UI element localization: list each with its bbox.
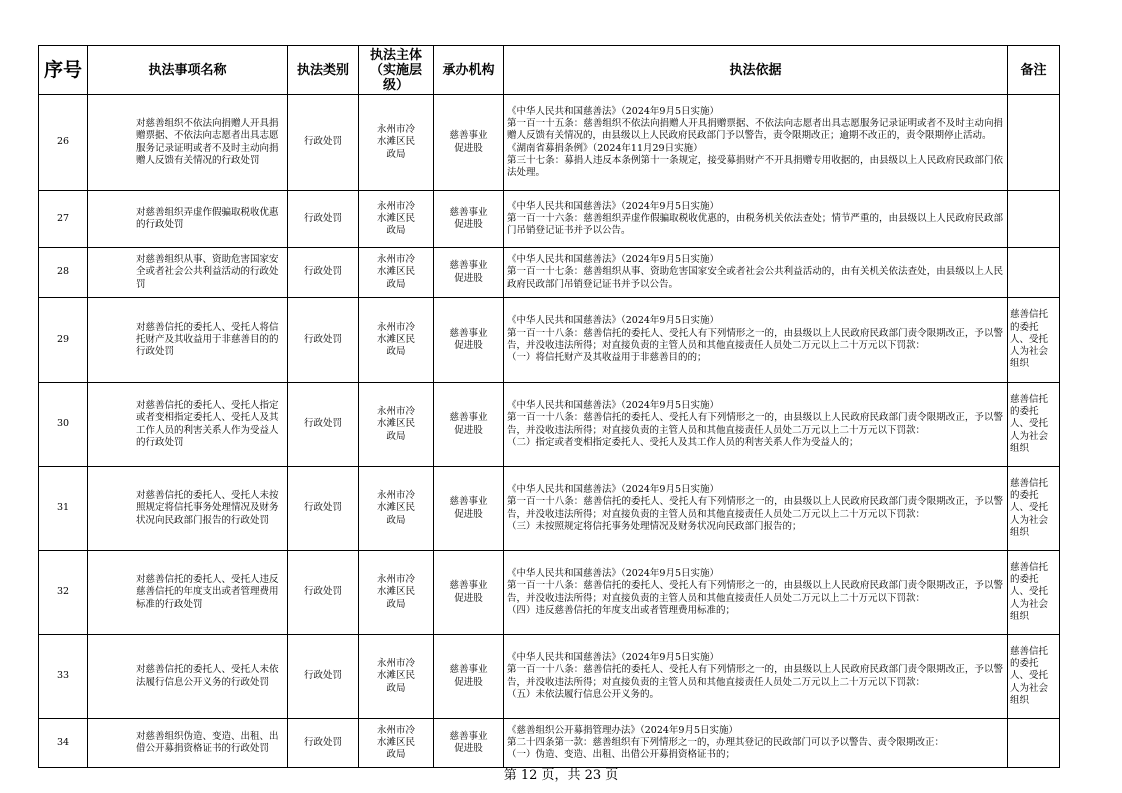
row-number: 27 (39, 191, 88, 248)
handling-org: 慈善事业促进股 (434, 719, 504, 768)
enforcement-type: 行政处罚 (288, 551, 359, 635)
remark: 慈善信托的委托人、受托人为社会组织 (1008, 635, 1060, 719)
item-name: 对慈善组织伪造、变造、出租、出借公开募捐资格证书的行政处罚 (88, 719, 288, 768)
legal-basis-line: （一）将信托财产及其收益用于非慈善目的的； (507, 352, 707, 364)
remark (1008, 191, 1060, 248)
handling-org: 慈善事业促进股 (434, 467, 504, 551)
handling-org: 慈善事业促进股 (434, 383, 504, 467)
header-note: 备注 (1008, 46, 1060, 95)
enforcement-subject: 永州市冷水滩区民政局 (359, 383, 434, 467)
table-header-row (39, 46, 1060, 95)
legal-basis-line: 第二十四条第一款：慈善组织有下列情形之一的，办理其登记的民政部门可以予以警告、责令限期改正： (507, 736, 945, 748)
legal-basis (504, 298, 1008, 383)
remark (1008, 95, 1060, 191)
remark: 慈善信托的委托人、受托人为社会组织 (1008, 551, 1060, 635)
legal-basis-line: 《中华人民共和国慈善法》（2024年9月5日实施） (507, 200, 720, 212)
enforcement-subject: 永州市冷水滩区民政局 (359, 635, 434, 719)
table-row (39, 191, 1060, 248)
legal-basis-line: 第一百一十五条：慈善组织不依法向捐赠人开具捐赠票据、不依法向志愿者出具志愿服务记录证明或者不及时主动向捐赠人反馈有关情况的，由县级以上人民政府民政部门予以警告，责令限期改正；逾期不改正的，责令限期停止活动。 (507, 117, 1003, 142)
legal-basis-line: 第一百一十八条：慈善信托的委托人、受托人有下列情形之一的，由县级以上人民政府民政部门责令限期改正，予以警告，并没收违法所得；对直接负责的主管人员和其他直接责任人员处二万元以上二十万元以下罚款： (507, 664, 1003, 688)
handling-org: 慈善事业促进股 (434, 95, 504, 191)
row-number: 29 (39, 298, 88, 383)
legal-basis (504, 383, 1008, 467)
legal-basis-line: 第一百一十八条：慈善信托的委托人、受托人有下列情形之一的，由县级以上人民政府民政部门责令限期改正，予以警告，并没收违法所得；对直接负责的主管人员和其他直接责任人员处二万元以上二十万元以下罚款： (507, 580, 1003, 604)
enforcement-type: 行政处罚 (288, 719, 359, 768)
enforcement-type: 行政处罚 (288, 298, 359, 383)
table-row (39, 298, 1060, 383)
legal-basis-line: （四）违反慈善信托的年度支出或者管理费用标准的； (507, 604, 736, 616)
enforcement-subject: 永州市冷水滩区民政局 (359, 298, 434, 383)
legal-basis-line: 《中华人民共和国慈善法》（2024年9月5日实施） (507, 483, 720, 495)
item-name: 对慈善信托的委托人、受托人未依法履行信息公开义务的行政处罚 (88, 635, 288, 719)
legal-basis (504, 719, 1008, 768)
row-number: 30 (39, 383, 88, 467)
header-basis: 执法依据 (504, 46, 1008, 95)
row-number: 31 (39, 467, 88, 551)
legal-basis-line: 《中华人民共和国慈善法》（2024年9月5日实施） (507, 399, 720, 411)
item-name: 对慈善组织从事、资助危害国家安全或者社会公共利益活动的行政处罚 (88, 248, 288, 298)
row-number: 28 (39, 248, 88, 298)
row-number: 26 (39, 95, 88, 191)
handling-org: 慈善事业促进股 (434, 248, 504, 298)
legal-basis-line: （三）未按照规定将信托事务处理情况及财务状况向民政部门报告的； (507, 520, 802, 532)
remark (1008, 248, 1060, 298)
enforcement-type: 行政处罚 (288, 191, 359, 248)
remark (1008, 719, 1060, 768)
table-row (39, 551, 1060, 635)
legal-basis (504, 551, 1008, 635)
legal-basis-line: 《中华人民共和国慈善法》（2024年9月5日实施） (507, 651, 720, 663)
table-row (39, 467, 1060, 551)
legal-basis (504, 635, 1008, 719)
legal-basis-line: 《中华人民共和国慈善法》（2024年9月5日实施） (507, 567, 720, 579)
table-row (39, 95, 1060, 191)
legal-basis-line: （一）伪造、变造、出租、出借公开募捐资格证书的； (507, 749, 736, 761)
legal-basis-line: 第一百一十八条：慈善信托的委托人、受托人有下列情形之一的，由县级以上人民政府民政部门责令限期改正，予以警告，并没收违法所得；对直接负责的主管人员和其他直接责任人员处二万元以上二十万元以下罚款： (507, 327, 1003, 351)
table-row (39, 383, 1060, 467)
enforcement-subject: 永州市冷水滩区民政局 (359, 95, 434, 191)
enforcement-type: 行政处罚 (288, 248, 359, 298)
handling-org: 慈善事业促进股 (434, 191, 504, 248)
legal-basis-line: 《中华人民共和国慈善法》（2024年9月5日实施） (507, 254, 720, 266)
legal-basis-line: 第三十七条：募捐人违反本条例第十一条规定，接受募捐财产不开具捐赠专用收据的，由县级以上人民政府民政部门依法处理。 (507, 154, 1003, 179)
handling-org: 慈善事业促进股 (434, 635, 504, 719)
legal-basis-line: 《中华人民共和国慈善法》（2024年9月5日实施） (507, 105, 720, 117)
item-name: 对慈善信托的委托人、受托人未按照规定将信托事务处理情况及财务状况向民政部门报告的行政处罚 (88, 467, 288, 551)
legal-basis-line: 《中华人民共和国慈善法》（2024年9月5日实施） (507, 315, 720, 327)
row-number: 33 (39, 635, 88, 719)
remark: 慈善信托的委托人、受托人为社会组织 (1008, 467, 1060, 551)
page-footer: 第 12 页，共 23 页 (503, 768, 619, 783)
enforcement-subject: 永州市冷水滩区民政局 (359, 719, 434, 768)
enforcement-table (38, 45, 1060, 768)
header-type: 执法类别 (288, 46, 359, 95)
enforcement-type: 行政处罚 (288, 383, 359, 467)
legal-basis-line: 《慈善组织公开募捐管理办法》（2024年9月5日实施） (507, 724, 739, 736)
row-number: 34 (39, 719, 88, 768)
legal-basis-line: 第一百一十七条：慈善组织从事、资助危害国家安全或者社会公共利益活动的，由有关机关依法查处，由县级以上人民政府民政部门吊销登记证书并予以公告。 (507, 266, 1003, 290)
header-subject: 执法主体（实施层级） (359, 46, 434, 95)
enforcement-subject: 永州市冷水滩区民政局 (359, 467, 434, 551)
item-name: 对慈善信托的委托人、受托人将信托财产及其收益用于非慈善目的的行政处罚 (88, 298, 288, 383)
legal-basis (504, 191, 1008, 248)
header-no: 序号 (39, 46, 88, 95)
item-name: 对慈善信托的委托人、受托人违反慈善信托的年度支出或者管理费用标准的行政处罚 (88, 551, 288, 635)
enforcement-type: 行政处罚 (288, 95, 359, 191)
item-name: 对慈善组织不依法向捐赠人开具捐赠票据、不依法向志愿者出具志愿服务记录证明或者不及时主动向捐赠人反馈有关情况的行政处罚 (88, 95, 288, 191)
legal-basis (504, 248, 1008, 298)
legal-basis (504, 467, 1008, 551)
legal-basis-line: （二）指定或者变相指定委托人、受托人及其工作人员的利害关系人作为受益人的； (507, 436, 859, 448)
enforcement-type: 行政处罚 (288, 467, 359, 551)
legal-basis-line: 第一百一十八条：慈善信托的委托人、受托人有下列情形之一的，由县级以上人民政府民政部门责令限期改正，予以警告，并没收违法所得；对直接负责的主管人员和其他直接责任人员处二万元以上二十万元以下罚款： (507, 412, 1003, 436)
enforcement-subject: 永州市冷水滩区民政局 (359, 551, 434, 635)
handling-org: 慈善事业促进股 (434, 551, 504, 635)
enforcement-type: 行政处罚 (288, 635, 359, 719)
enforcement-subject: 永州市冷水滩区民政局 (359, 248, 434, 298)
table-row (39, 248, 1060, 298)
legal-basis-line: 《湖南省募捐条例》（2024年11月29日实施） (507, 142, 703, 154)
item-name: 对慈善信托的委托人、受托人指定或者变相指定委托人、受托人及其工作人员的利害关系人作为受益人的行政处罚 (88, 383, 288, 467)
row-number: 32 (39, 551, 88, 635)
remark: 慈善信托的委托人、受托人为社会组织 (1008, 298, 1060, 383)
handling-org: 慈善事业促进股 (434, 298, 504, 383)
table-row (39, 719, 1060, 768)
legal-basis (504, 95, 1008, 191)
legal-basis-line: （五）未依法履行信息公开义务的。 (507, 688, 660, 700)
header-name: 执法事项名称 (88, 46, 288, 95)
legal-basis-line: 第一百一十六条：慈善组织弄虚作假骗取税收优惠的，由税务机关依法查处；情节严重的，由县级以上人民政府民政部门吊销登记证书并予以公告。 (507, 212, 1003, 237)
table-row (39, 635, 1060, 719)
enforcement-subject: 永州市冷水滩区民政局 (359, 191, 434, 248)
item-name: 对慈善组织弄虚作假骗取税收优惠的行政处罚 (88, 191, 288, 248)
remark: 慈善信托的委托人、受托人为社会组织 (1008, 383, 1060, 467)
legal-basis-line: 第一百一十八条：慈善信托的委托人、受托人有下列情形之一的，由县级以上人民政府民政部门责令限期改正，予以警告，并没收违法所得；对直接负责的主管人员和其他直接责任人员处二万元以上二十万元以下罚款： (507, 496, 1003, 520)
header-org: 承办机构 (434, 46, 504, 95)
